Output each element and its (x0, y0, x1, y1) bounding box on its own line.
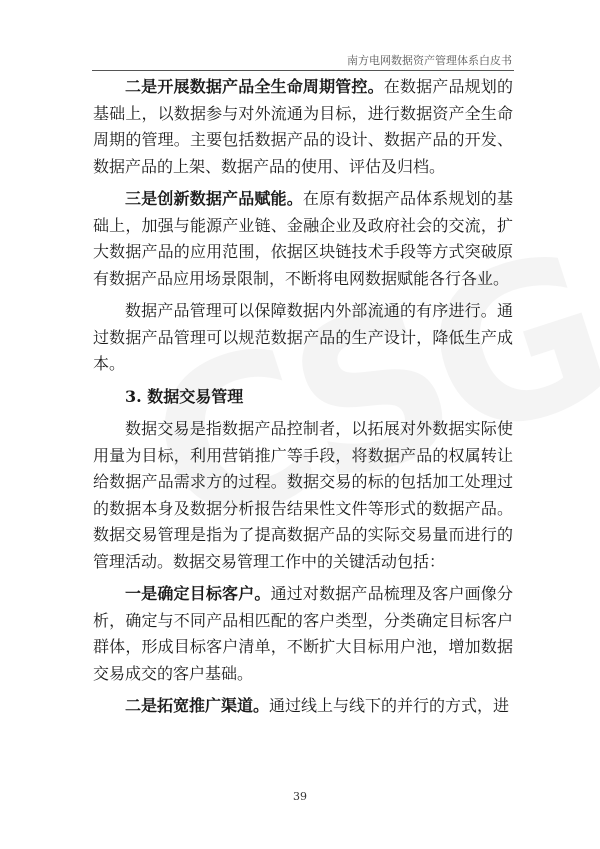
paragraph-empower (93, 186, 513, 292)
paragraph-text: 数据产品管理可以保障数据内外部流通的有序进行。通过数据产品管理可以规范数据产品的生产设计，降低生产成本。 (93, 301, 513, 373)
paragraph-target-customers (93, 581, 513, 687)
paragraph-lead: 一是确定目标客户。 (125, 584, 271, 603)
paragraph-lead: 二是开展数据产品全生命周期管控。 (125, 77, 384, 96)
paragraph-text: 在数据产品规划的基础上，以数据参与对外流通为目标，进行数据资产全生命周期的管理。主要包括数据产品的设计、数据产品的开发、数据产品的上架、数据产品的使用、评估及归档。 (93, 77, 513, 176)
paragraph-channels (93, 693, 513, 720)
paragraph-lifecycle (93, 74, 513, 180)
paragraph-summary (93, 298, 513, 378)
paragraph-lead: 二是拓宽推广渠道。 (125, 696, 270, 715)
paragraph-lead: 三是创新数据产品赋能。 (125, 189, 303, 208)
paragraph-text: 通过对数据产品梳理及客户画像分析，确定与不同产品相匹配的客户类型，分类确定目标客户群体，形成目标客户清单，不断扩大目标用户池，增加数据交易成交的客户基础。 (93, 584, 513, 683)
running-header: 南方电网数据资产管理体系白皮书 (347, 54, 512, 67)
paragraph-trade-definition (93, 416, 513, 575)
page-number: 39 (293, 790, 307, 803)
section-heading: 3. 数据交易管理 (125, 386, 244, 406)
page-body (93, 74, 513, 720)
header-divider (92, 70, 514, 71)
paragraph-text: 通过线上与线下的并行的方式，进 (269, 696, 510, 715)
paragraph-text: 数据交易是指数据产品控制者，以拓展对外数据实际使用量为目标，利用营销推广等手段，将数据产品的权属转让给数据产品需求方的过程。数据交易的标的包括加工处理过的数据本身及数据分析报告结果性文件等形式的数据产品。数据交易管理是指为了提高数据产品的实际交易量而进行的管理活动。数据交易管理工作中的关键活动包括： (93, 419, 513, 571)
paragraph-text: 在原有数据产品体系规划的基础上，加强与能源产业链、金融企业及政府社会的交流，扩大数据产品的应用范围，依据区块链技术手段等方式突破原有数据产品应用场景限制，不断将电网数据赋能各行各业。 (93, 189, 513, 288)
